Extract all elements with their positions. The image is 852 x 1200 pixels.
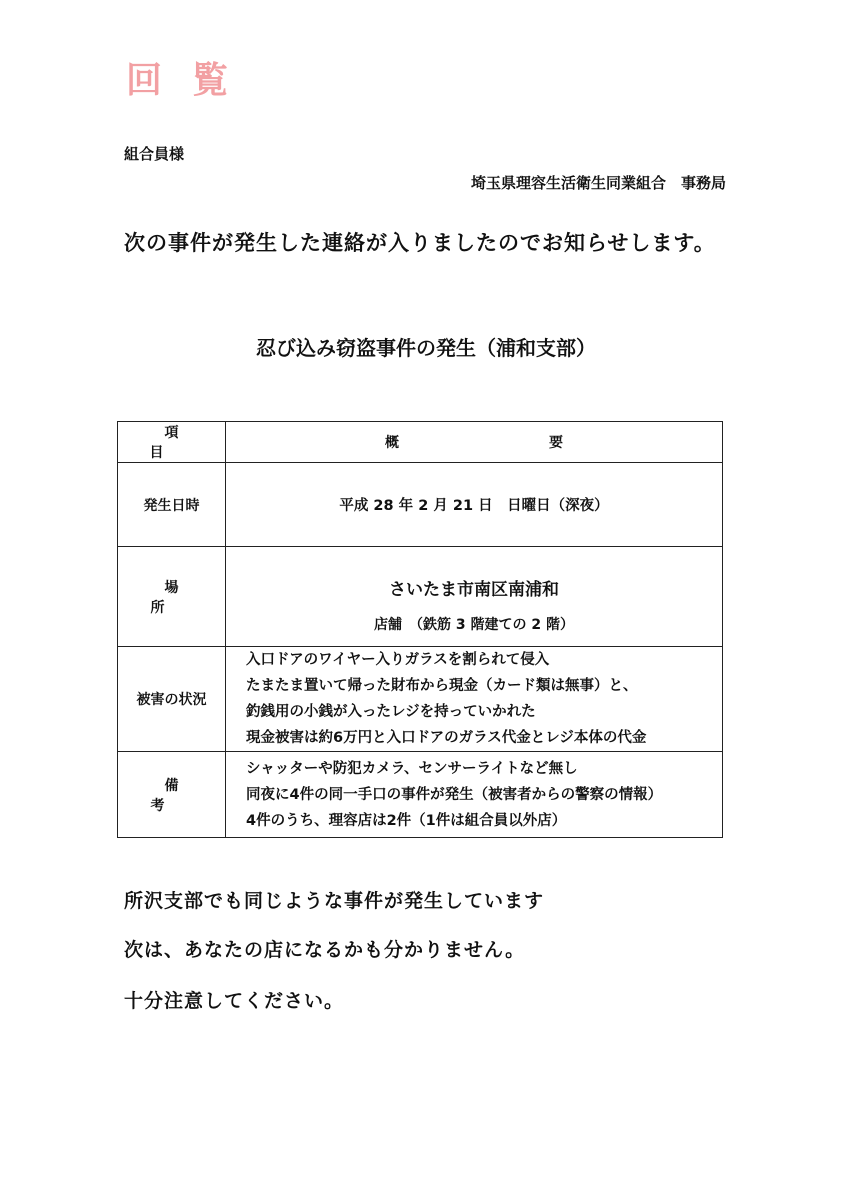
damage-label: 被害の状況: [118, 647, 226, 752]
closing-line: 次は、あなたの店になるかも分かりません。: [124, 939, 526, 961]
incident-table: [117, 421, 723, 838]
table-row: [118, 463, 723, 547]
header-summary: 概要: [226, 422, 723, 463]
place-label: 場所: [118, 547, 226, 647]
notes-line: シャッターや防犯カメラ、センサーライトなど無し: [246, 760, 578, 777]
circulation-stamp: 回覧: [126, 60, 259, 101]
header-item: 項目: [118, 422, 226, 463]
date-label: 発生日時: [118, 463, 226, 547]
notes-line: 4件のうち、理容店は2件（1件は組合員以外店）: [246, 812, 567, 829]
closing-line: 十分注意してください。: [124, 990, 345, 1012]
table-row: [118, 547, 723, 647]
table-row: [118, 752, 723, 838]
incident-heading: 忍び込み窃盗事件の発生（浦和支部）: [256, 336, 596, 360]
sender: 埼玉県理容生活衛生同業組合 事務局: [470, 174, 726, 192]
damage-line: 入口ドアのワイヤー入りガラスを割られて侵入: [246, 652, 550, 668]
date-value: 平成 28 年 2 月 21 日 日曜日（深夜）: [226, 463, 723, 547]
place-value: [226, 547, 723, 647]
notes-value: [226, 752, 723, 838]
damage-line: 現金被害は約6万円と入口ドアのガラス代金とレジ本体の代金: [246, 730, 647, 746]
damage-value: [226, 647, 723, 752]
notes-line: 同夜に4件の同一手口の事件が発生（被害者からの警察の情報）: [246, 786, 663, 803]
intro-text: 次の事件が発生した連絡が入りましたのでお知らせします。: [124, 231, 716, 255]
damage-line: 釣銭用の小銭が入ったレジを持っていかれた: [246, 704, 536, 720]
table-header-row: [118, 422, 723, 463]
place-sub: 店舗 （鉄筋 3 階建ての 2 階）: [374, 617, 574, 633]
table-row: [118, 647, 723, 752]
addressee: 組合員様: [124, 145, 185, 163]
place-main: さいたま市南区南浦和: [389, 580, 559, 600]
notes-label: 備考: [118, 752, 226, 838]
closing-line: 所沢支部でも同じような事件が発生しています: [124, 890, 545, 912]
damage-line: たまたま置いて帰った財布から現金（カード類は無事）と、: [246, 678, 638, 694]
